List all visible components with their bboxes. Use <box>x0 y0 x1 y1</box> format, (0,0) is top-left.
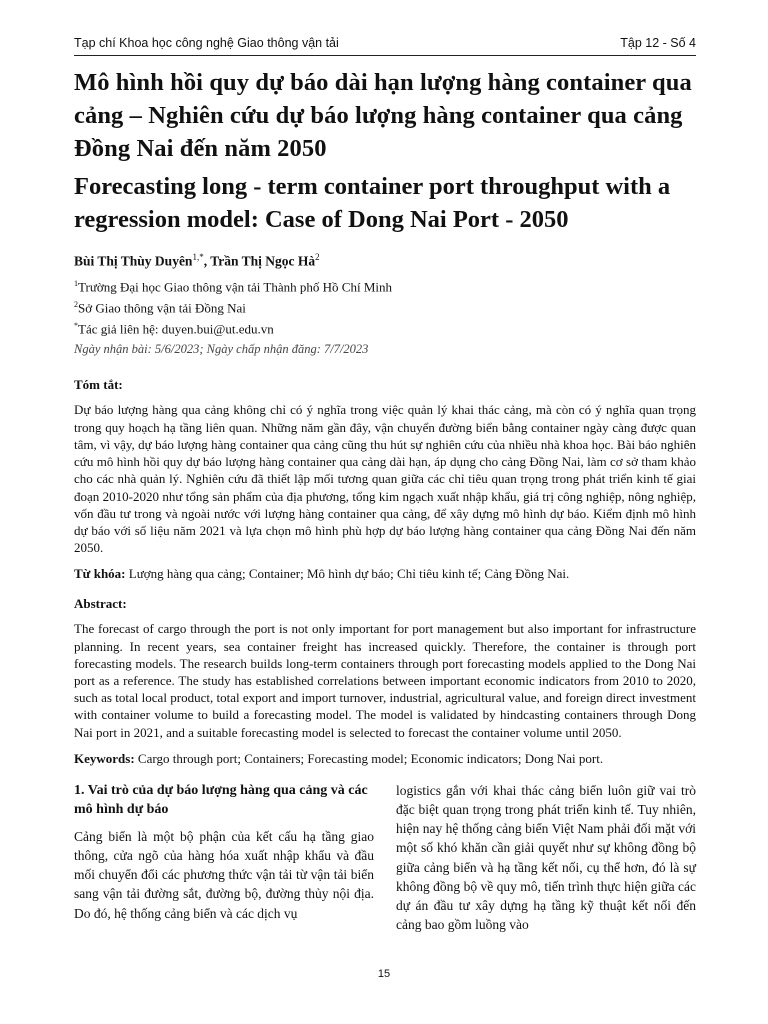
author-2-mark: 2 <box>315 252 320 262</box>
affiliation-2-text: Sở Giao thông vận tải Đồng Nai <box>78 300 246 316</box>
received-accepted-dates: Ngày nhận bài: 5/6/2023; Ngày chấp nhận đăng: 7/7/2023 <box>74 342 369 357</box>
affiliation-1-text: Trường Đại học Giao thông vận tải Thành phố Hồ Chí Minh <box>78 278 392 294</box>
affiliation-1 <box>74 275 696 296</box>
corresponding-mark: * <box>74 321 78 331</box>
journal-name: Tạp chí Khoa học công nghệ Giao thông vận tải <box>74 36 339 50</box>
author-separator: , <box>203 253 211 269</box>
author-2: Trần Thị Ngọc Hà <box>210 253 316 269</box>
keywords-vi-text: Lượng hàng qua cảng; Container; Mô hình dự báo; Chỉ tiêu kinh tế; Cảng Đồng Nai. <box>125 566 570 582</box>
authors-line <box>74 252 696 270</box>
keywords-en <box>74 751 696 767</box>
section-1-left-text: Cảng biển là một bộ phận của kết cấu hạ tầng giao thông, cửa ngõ của hàng hóa xuất nhập khẩu và đầu mối chuyển đổi các phương thức vận tải từ vận tải biển sang vận tải đường sắt, đường bộ, đường thủy nội địa. Do đó, hệ thống cảng biển và các dịch vụ <box>74 828 374 921</box>
keywords-vi-label: Từ khóa: <box>74 566 126 582</box>
affiliations <box>74 275 696 339</box>
article-page <box>74 36 696 934</box>
keywords-vi <box>74 566 696 582</box>
keywords-en-text: Cargo through port; Containers; Forecasting model; Economic indicators; Dong Nai port. <box>134 750 604 766</box>
title-vietnamese: Mô hình hồi quy dự báo dài hạn lượng hàng container qua cảng – Nghiên cứu dự báo lượng hàng container qua cảng Đồng Nai đến năm 2050 <box>74 69 692 162</box>
corresponding-text: Tác giả liên hệ: duyen.bui@ut.edu.vn <box>78 321 274 337</box>
abstract-text: The forecast of cargo through the port is not only important for port management but also important for infrastructure planning. In recent years, sea container freight has increased quickly. Therefore, the container is through port forecasting models. The research builds long-term containers through port forecasting models applied to the Dong Nai port as a reference. The study has established correlations between important economic indicators from 2010 to 2020, such as total local product, total export and import turnover, industrial, agricultural value, and foreign direct investment with container volume to build a forecasting model. The model is validated by hindcasting containers through Dong Nai port in 2021, and a suitable forecasting model is selected to forecast the container volume until 2050. <box>74 621 696 740</box>
running-header <box>74 36 696 56</box>
author-1: Bùi Thị Thùy Duyên <box>74 253 193 269</box>
keywords-en-label: Keywords: <box>74 750 135 766</box>
summary-text: Dự báo lượng hàng qua cảng không chỉ có ý nghĩa trong việc quản lý khai thác cảng, mà còn có ý nghĩa quan trọng trong quy hoạch hạ tầng liên quan. Những năm gần đây, vận chuyển đường biển bằng container ngày càng được quan tâm, vì vậy, dự báo lượng hàng container qua cảng cũng thu hút sự nghiên cứu của nhiều nhà khoa học. Bài báo nghiên cứu mô hình hồi quy dự báo lượng hàng container qua cảng dài hạn, áp dụng cho cảng Đồng Nai, làm cơ sở tham khảo cho các nhà quản lý. Nghiên cứu đã thiết lập mối tương quan giữa các chỉ tiêu quan trọng trong phát triển kinh tế giai đoạn 2010-2020 như tổng sản phẩm của địa phương, tổng kim ngạch xuất nhập khẩu, giá trị công nghiệp, nông nghiệp, vốn đầu tư trong và ngoài nước với lượng hàng container qua cảng, để xây dựng mô hình dự báo. Kiểm định mô hình dự báo với số liệu năm 2021 và lựa chọn mô hình phù hợp dự báo lượng hàng container qua cảng Đồng Nai đến năm 2050. <box>74 402 696 556</box>
affiliation-2 <box>74 296 696 317</box>
affiliation-1-mark: 1 <box>74 278 78 288</box>
title-english: Forecasting long - term container port throughput with a regression model: Case of Dong Nai Port - 2050 <box>74 173 671 233</box>
left-column <box>74 781 374 935</box>
section-1-heading: 1. Vai trò của dự báo lượng hàng qua cảng và các mô hình dự báo <box>74 782 368 817</box>
issue-number: Tập 12 - Số 4 <box>620 36 696 50</box>
page-number: 15 <box>377 968 391 980</box>
section-1-right-text: logistics gắn với khai thác cảng biển luôn giữ vai trò đặc biệt quan trọng trong phát triển kinh tế. Tuy nhiên, hiện nay hệ thống cảng biển Việt Nam phải đối mặt với một số khó khăn cần giải quyết như sự không đồng bộ giữa cảng biển và hạ tầng kết nối, cụ thể hơn, đó là sự không đồng bộ về quy mô, tiến trình thực hiện giữa các dự án đầu tư xây dựng hạ tầng kỹ thuật kết nối đến cảng bao gồm luồng vào <box>396 782 696 933</box>
corresponding-author <box>74 317 696 338</box>
author-1-mark: 1,* <box>192 252 204 262</box>
body-columns <box>74 781 696 935</box>
summary-heading: Tóm tắt: <box>74 377 123 393</box>
affiliation-2-mark: 2 <box>74 299 78 309</box>
right-column <box>396 781 696 935</box>
abstract-heading: Abstract: <box>74 596 127 612</box>
